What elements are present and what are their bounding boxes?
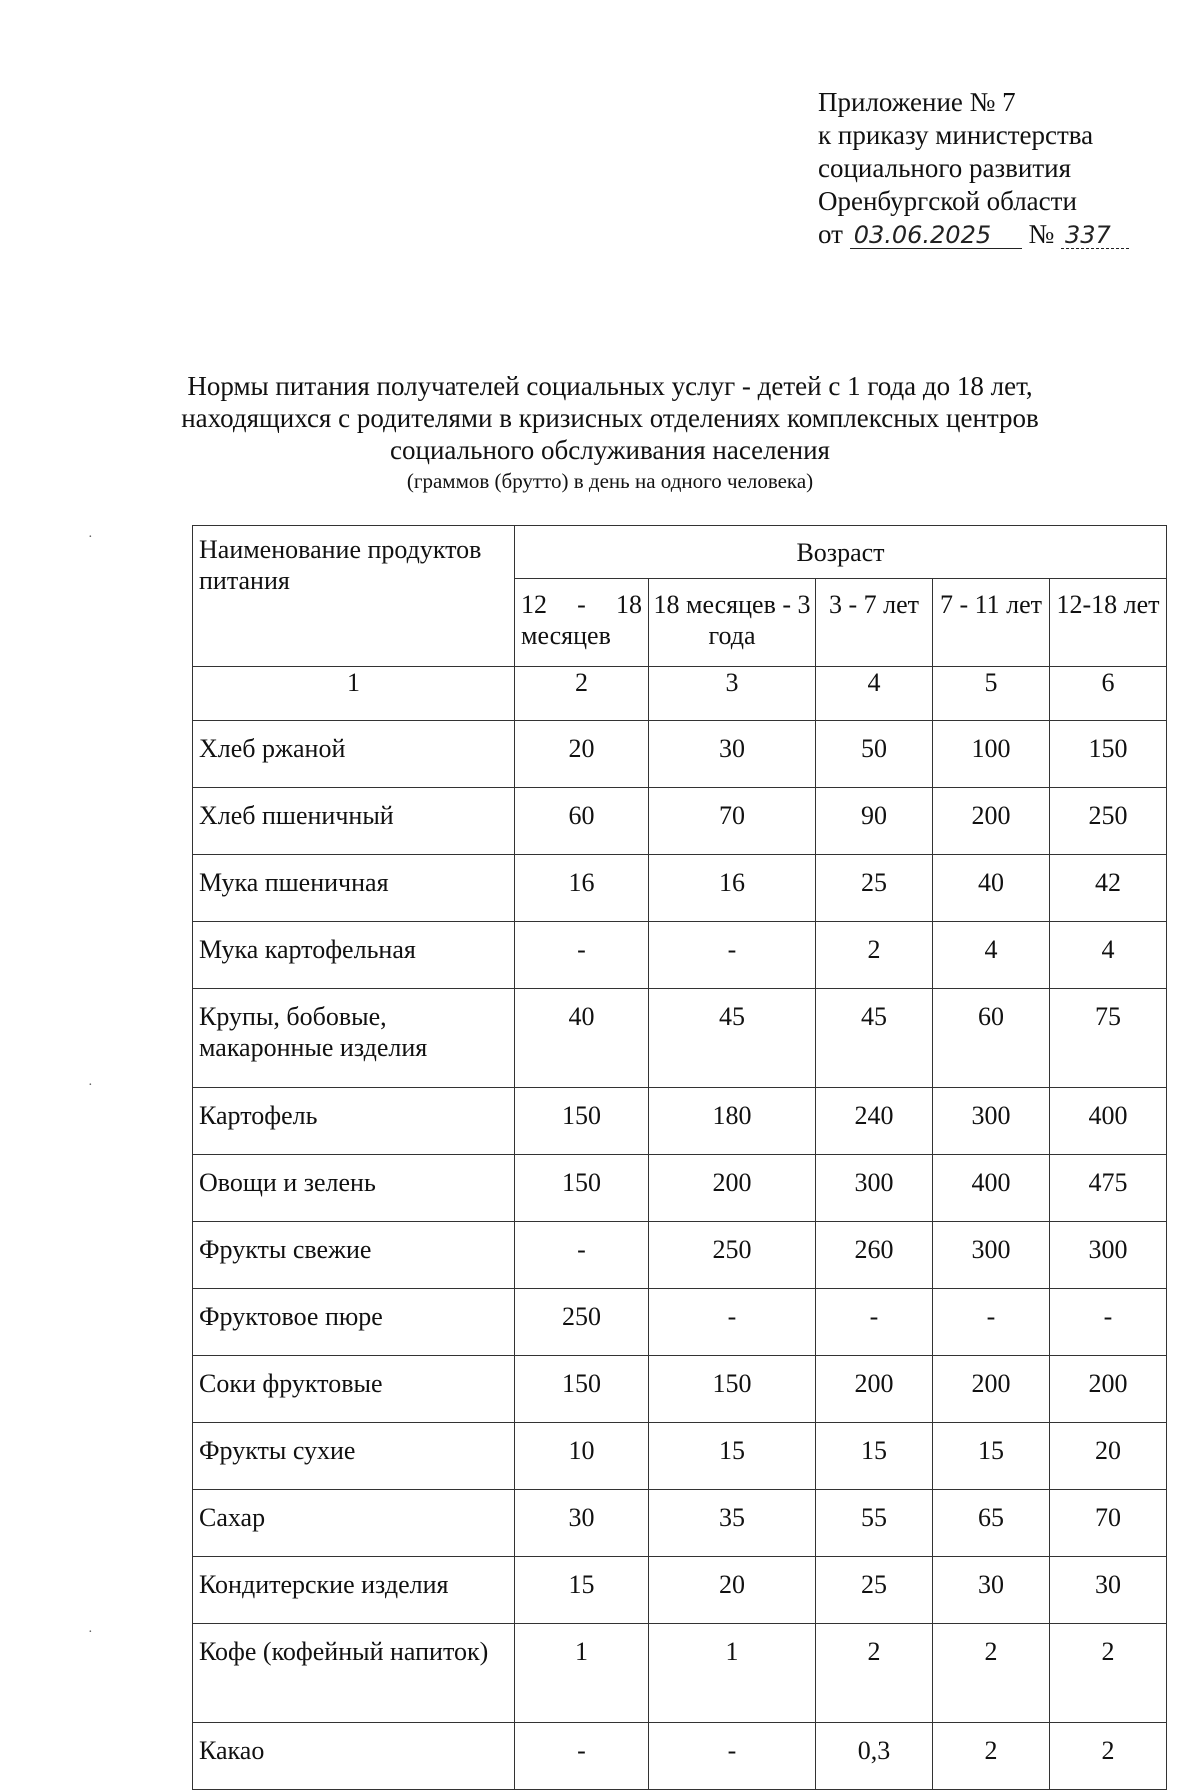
norm-value-cell: - [649, 1723, 816, 1790]
age-header-2: 18 месяцев - 3 года [649, 579, 816, 667]
norm-value-cell: 250 [515, 1289, 649, 1356]
product-name-cell: Мука картофельная [193, 922, 515, 989]
product-name-cell: Какао [193, 1723, 515, 1790]
header-row [193, 526, 1167, 579]
norm-value-cell: 200 [933, 788, 1050, 855]
norm-value-cell: 150 [515, 1356, 649, 1423]
norm-value-cell: 150 [515, 1088, 649, 1155]
product-name-cell: Мука пшеничная [193, 855, 515, 922]
scan-speck: · [88, 530, 93, 545]
norm-value-cell: 100 [933, 721, 1050, 788]
norm-value-cell: 15 [816, 1423, 933, 1490]
table-row [193, 1723, 1167, 1790]
norm-value-cell: 45 [649, 989, 816, 1088]
norm-value-cell: - [515, 1222, 649, 1289]
column-number: 5 [933, 667, 1050, 721]
column-number: 2 [515, 667, 649, 721]
table-row [193, 1624, 1167, 1723]
norm-value-cell: 16 [649, 855, 816, 922]
norm-value-cell: 2 [933, 1723, 1050, 1790]
norm-value-cell: 70 [1050, 1490, 1167, 1557]
norm-value-cell: 60 [933, 989, 1050, 1088]
norm-value-cell: - [515, 1723, 649, 1790]
handwritten-number: 337 [1061, 222, 1129, 249]
product-name-cell: Овощи и зелень [193, 1155, 515, 1222]
table-row [193, 1222, 1167, 1289]
norm-value-cell: 35 [649, 1490, 816, 1557]
norm-value-cell: 240 [816, 1088, 933, 1155]
norm-value-cell: 15 [933, 1423, 1050, 1490]
table-row [193, 855, 1167, 922]
product-name-cell: Кофе (кофейный напиток) [193, 1624, 515, 1723]
norm-value-cell: 50 [816, 721, 933, 788]
nutrition-norms-table [192, 525, 1167, 1790]
column-number-row [193, 667, 1167, 721]
norm-value-cell: 60 [515, 788, 649, 855]
norm-value-cell: 2 [1050, 1624, 1167, 1723]
age-header-5: 12-18 лет [1050, 579, 1167, 667]
table-row [193, 1289, 1167, 1356]
product-name-cell: Фрукты сухие [193, 1423, 515, 1490]
norm-value-cell: 25 [816, 1557, 933, 1624]
norm-value-cell: 55 [816, 1490, 933, 1557]
norm-value-cell: 15 [649, 1423, 816, 1490]
norm-value-cell: 2 [816, 1624, 933, 1723]
norm-value-cell: 30 [1050, 1557, 1167, 1624]
appendix-line-3: социального развития [818, 153, 1072, 183]
appendix-block [818, 86, 1158, 251]
table-row [193, 1490, 1167, 1557]
table-row [193, 1557, 1167, 1624]
norm-value-cell: 200 [933, 1356, 1050, 1423]
norm-value-cell: 300 [816, 1155, 933, 1222]
norm-value-cell: 16 [515, 855, 649, 922]
norm-value-cell: 25 [816, 855, 933, 922]
norm-value-cell: 475 [1050, 1155, 1167, 1222]
norm-value-cell: - [649, 1289, 816, 1356]
table-row [193, 1155, 1167, 1222]
table-row [193, 989, 1167, 1088]
scan-speck: · [88, 1625, 93, 1640]
norm-value-cell: 1 [515, 1624, 649, 1723]
document-heading [160, 370, 1060, 495]
norm-value-cell: - [1050, 1289, 1167, 1356]
product-name-cell: Фруктовое пюре [193, 1289, 515, 1356]
norm-value-cell: 200 [1050, 1356, 1167, 1423]
norm-value-cell: 75 [1050, 989, 1167, 1088]
norm-value-cell: 2 [1050, 1723, 1167, 1790]
norm-value-cell: 300 [1050, 1222, 1167, 1289]
table-row [193, 1088, 1167, 1155]
appendix-order-line [818, 218, 1158, 251]
norm-value-cell: 250 [649, 1222, 816, 1289]
norm-value-cell: 45 [816, 989, 933, 1088]
norm-value-cell: - [933, 1289, 1050, 1356]
norm-value-cell: 70 [649, 788, 816, 855]
handwritten-date: 03.06.2025 [850, 222, 1022, 249]
product-name-cell: Крупы, бобовые, макаронные изделия [193, 989, 515, 1088]
product-name-cell: Сахар [193, 1490, 515, 1557]
norm-value-cell: 150 [649, 1356, 816, 1423]
table-row [193, 922, 1167, 989]
norm-value-cell: 180 [649, 1088, 816, 1155]
norm-value-cell: 200 [816, 1356, 933, 1423]
norm-value-cell: 20 [515, 721, 649, 788]
product-name-cell: Кондитерские изделия [193, 1557, 515, 1624]
norm-value-cell: 65 [933, 1490, 1050, 1557]
norm-value-cell: 0,3 [816, 1723, 933, 1790]
column-number: 3 [649, 667, 816, 721]
column-number: 6 [1050, 667, 1167, 721]
table-row [193, 1356, 1167, 1423]
scan-speck: · [88, 1078, 93, 1093]
number-label: № [1028, 219, 1055, 249]
norm-value-cell: - [816, 1289, 933, 1356]
norm-value-cell: 150 [1050, 721, 1167, 788]
norm-value-cell: 40 [515, 989, 649, 1088]
from-label: от [818, 219, 843, 249]
norm-value-cell: - [649, 922, 816, 989]
norm-value-cell: 1 [649, 1624, 816, 1723]
product-name-cell: Хлеб пшеничный [193, 788, 515, 855]
norm-value-cell: 300 [933, 1222, 1050, 1289]
column-number: 1 [193, 667, 515, 721]
table-row [193, 1423, 1167, 1490]
table-row [193, 788, 1167, 855]
norm-value-cell: 200 [649, 1155, 816, 1222]
norm-value-cell: 10 [515, 1423, 649, 1490]
product-name-cell: Хлеб ржаной [193, 721, 515, 788]
norm-value-cell: 20 [649, 1557, 816, 1624]
product-name-cell: Соки фруктовые [193, 1356, 515, 1423]
norm-value-cell: 2 [933, 1624, 1050, 1723]
norm-value-cell: 250 [1050, 788, 1167, 855]
norm-value-cell: 4 [1050, 922, 1167, 989]
age-group-header: Возраст [515, 526, 1167, 579]
norm-value-cell: - [515, 922, 649, 989]
norm-value-cell: 15 [515, 1557, 649, 1624]
appendix-line-1: Приложение № 7 [818, 87, 1016, 117]
norm-value-cell: 40 [933, 855, 1050, 922]
heading-unit: (граммов (брутто) в день на одного человека) [406, 469, 814, 493]
name-column-header: Наименование продуктов питания [193, 526, 515, 667]
norm-value-cell: 300 [933, 1088, 1050, 1155]
table-row [193, 721, 1167, 788]
norm-value-cell: 2 [816, 922, 933, 989]
norm-value-cell: 20 [1050, 1423, 1167, 1490]
norm-value-cell: 42 [1050, 855, 1167, 922]
norm-value-cell: 400 [1050, 1088, 1167, 1155]
norm-value-cell: 30 [649, 721, 816, 788]
age-header-4: 7 - 11 лет [933, 579, 1050, 667]
norm-value-cell: 30 [933, 1557, 1050, 1624]
appendix-line-2: к приказу министерства [818, 120, 1094, 150]
age-header-3: 3 - 7 лет [816, 579, 933, 667]
product-name-cell: Фрукты свежие [193, 1222, 515, 1289]
norm-value-cell: 150 [515, 1155, 649, 1222]
norm-value-cell: 400 [933, 1155, 1050, 1222]
norm-value-cell: 30 [515, 1490, 649, 1557]
heading-line-1: Нормы питания получателей социальных услуг - детей с 1 года до 18 лет, [187, 371, 1033, 401]
heading-line-2: находящихся с родителями в кризисных отделениях комплексных центров [181, 403, 1039, 433]
column-number: 4 [816, 667, 933, 721]
norm-value-cell: 90 [816, 788, 933, 855]
norm-value-cell: 260 [816, 1222, 933, 1289]
heading-line-3: социального обслуживания населения [390, 435, 830, 465]
appendix-line-4: Оренбургской области [818, 186, 1077, 216]
product-name-cell: Картофель [193, 1088, 515, 1155]
age-header-1: 12 - 18 месяцев [515, 579, 649, 667]
norm-value-cell: 4 [933, 922, 1050, 989]
